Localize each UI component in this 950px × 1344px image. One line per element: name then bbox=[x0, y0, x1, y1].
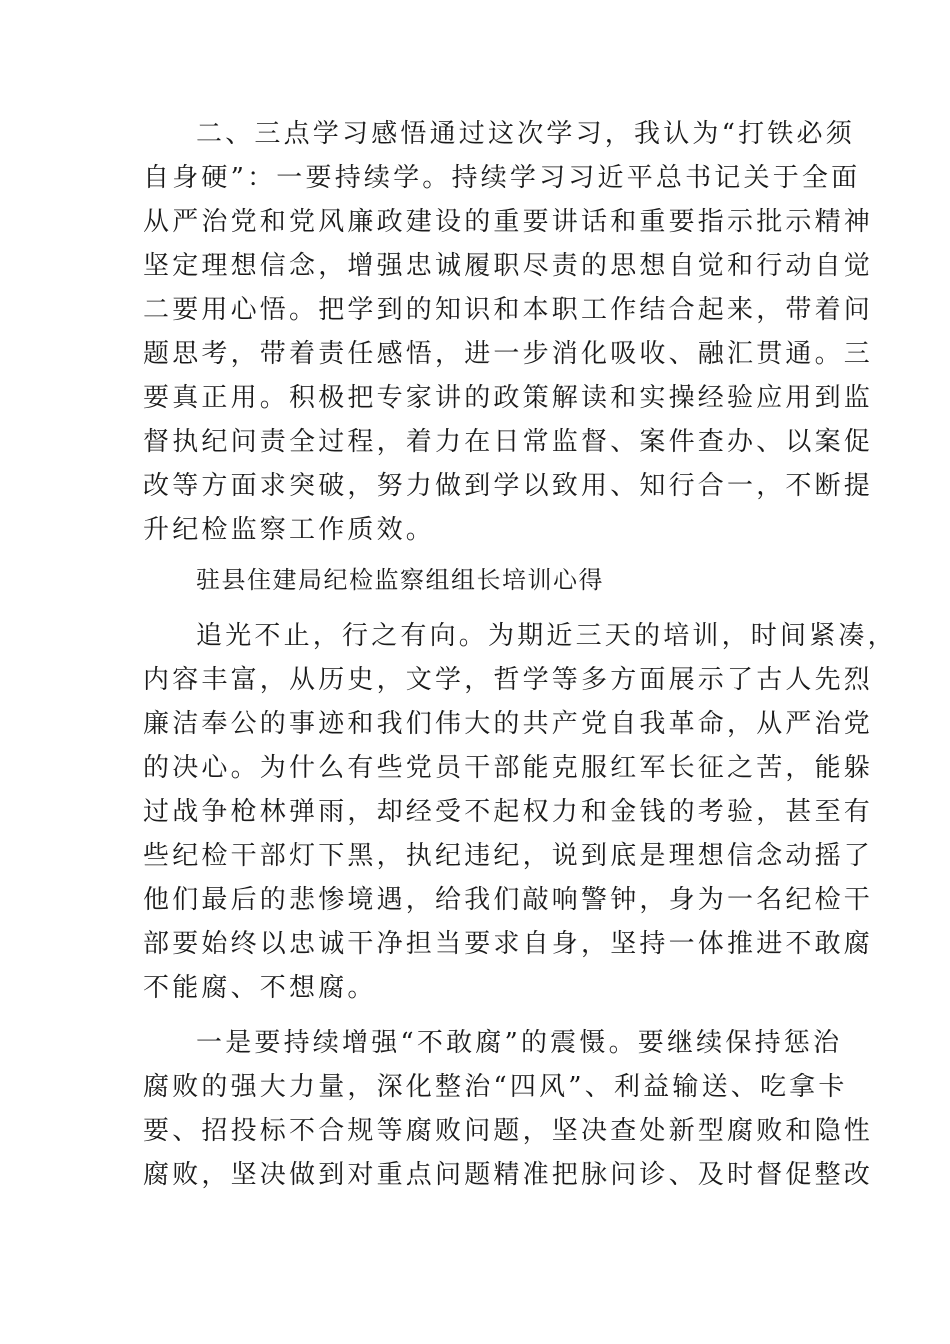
paragraph-line: 的决心。为什么有些党员干部能克服红军长征之苦，能躲 bbox=[143, 753, 874, 783]
paragraph-line: 要、招投标不合规等腐败问题，坚决查处新型腐败和隐性 bbox=[143, 1116, 874, 1146]
paragraph-line: 追光不止，行之有向。为期近三天的培训，时间紧凑， bbox=[196, 621, 897, 651]
paragraph-line: 二要用心悟。把学到的知识和本职工作结合起来，带着问 bbox=[143, 295, 874, 325]
paragraph-line: 自身硬”：一要持续学。持续学习习近平总书记关于全面 bbox=[143, 163, 861, 193]
section-heading: 驻县住建局纪检监察组组长培训心得 bbox=[196, 566, 604, 594]
paragraph-line: 坚定理想信念，增强忠诚履职尽责的思想自觉和行动自觉 bbox=[143, 251, 874, 281]
paragraph-line: 不能腐、不想腐。 bbox=[143, 973, 377, 1003]
paragraph-line: 他们最后的悲惨境遇，给我们敲响警钟，身为一名纪检干 bbox=[143, 885, 874, 915]
paragraph-line: 二、三点学习感悟通过这次学习，我认为“打铁必须 bbox=[196, 119, 855, 149]
paragraph-line: 部要始终以忠诚干净担当要求自身，坚持一体推进不敢腐 bbox=[143, 929, 874, 959]
paragraph-line: 廉洁奉公的事迹和我们伟大的共产党自我革命，从严治党 bbox=[143, 709, 874, 739]
paragraph-line: 改等方面求突破，努力做到学以致用、知行合一，不断提 bbox=[143, 471, 874, 501]
paragraph-line: 些纪检干部灯下黑，执纪违纪，说到底是理想信念动摇了 bbox=[143, 841, 874, 871]
paragraph-line: 督执纪问责全过程，着力在日常监督、案件查办、以案促 bbox=[143, 427, 874, 457]
paragraph-line: 过战争枪林弹雨，却经受不起权力和金钱的考验，甚至有 bbox=[143, 797, 874, 827]
paragraph-line: 腐败，坚决做到对重点问题精准把脉问诊、及时督促整改 bbox=[143, 1160, 874, 1190]
paragraph-line: 从严治党和党风廉政建设的重要讲话和重要指示批示精神 bbox=[143, 207, 874, 237]
paragraph-line: 腐败的强大力量，深化整治“四风”、利益输送、吃拿卡 bbox=[143, 1072, 848, 1102]
paragraph-line: 内容丰富，从历史，文学，哲学等多方面展示了古人先烈 bbox=[143, 665, 874, 695]
paragraph-line: 要真正用。积极把专家讲的政策解读和实操经验应用到监 bbox=[143, 383, 874, 413]
paragraph-line: 一是要持续增强“不敢腐”的震慑。要继续保持惩治 bbox=[196, 1028, 843, 1058]
paragraph-line: 题思考，带着责任感悟，进一步消化吸收、融汇贯通。三 bbox=[143, 339, 874, 369]
paragraph-line: 升纪检监察工作质效。 bbox=[143, 515, 436, 545]
